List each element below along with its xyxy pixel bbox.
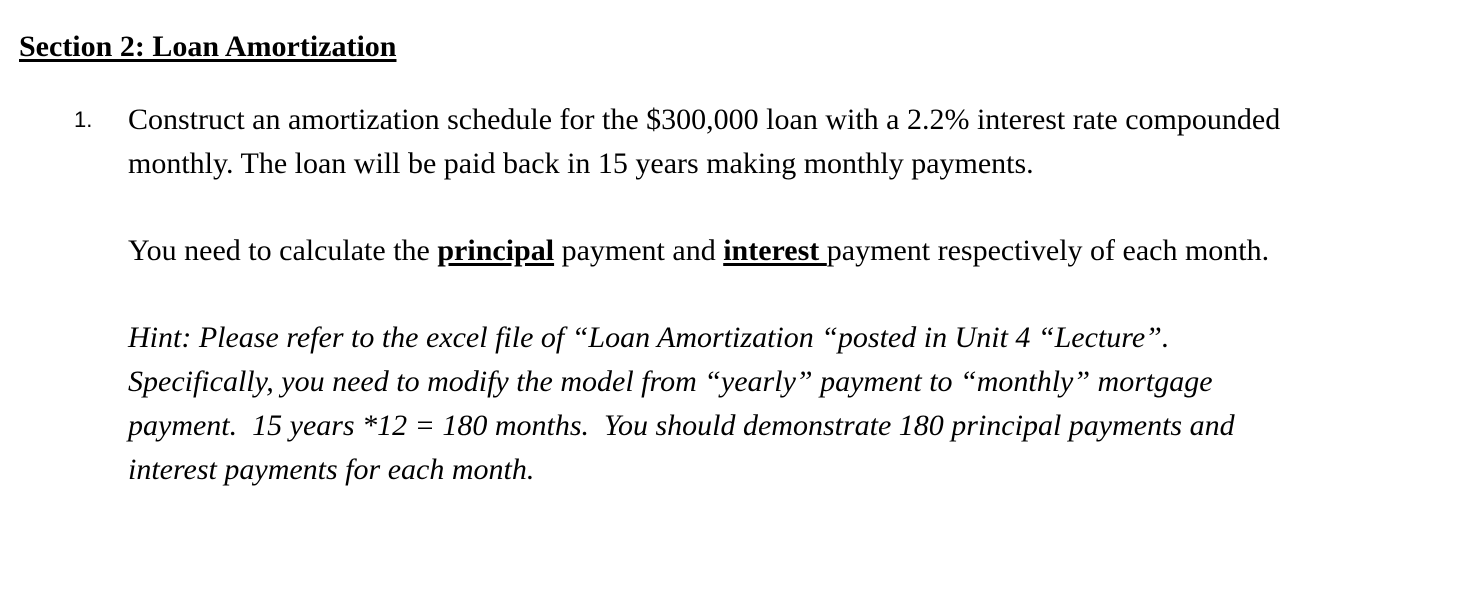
principal-keyword: principal: [437, 234, 555, 267]
list-number: 1.: [74, 107, 93, 132]
requirement-middle: payment and: [554, 234, 724, 267]
interest-keyword: interest: [723, 234, 827, 267]
question-line-2: monthly. The loan will be paid back in 15 years making monthly payments.: [128, 147, 1034, 180]
section-heading: Section 2: Loan Amortization: [19, 30, 397, 63]
requirement-after: payment respectively of each month.: [826, 234, 1270, 267]
question-text: [128, 98, 1458, 186]
requirement-before: You need to calculate the: [128, 234, 438, 267]
hint-text: [128, 316, 1458, 492]
hint-line-4: interest payments for each month.: [128, 453, 535, 486]
question-line-1: Construct an amortization schedule for the $300,000 loan with a 2.2% interest rate compounded: [128, 103, 1281, 136]
requirement-text: [128, 229, 1458, 273]
hint-line-3: payment. 15 years *12 = 180 months. You should demonstrate 180 principal payments and: [128, 409, 1235, 442]
hint-line-2: Specifically, you need to modify the model from “yearly” payment to “monthly” mortgage: [128, 365, 1213, 398]
question-body: [128, 98, 1458, 492]
hint-line-1: Hint: Please refer to the excel file of “Loan Amortization “posted in Unit 4 “Lecture”.: [128, 321, 1170, 354]
